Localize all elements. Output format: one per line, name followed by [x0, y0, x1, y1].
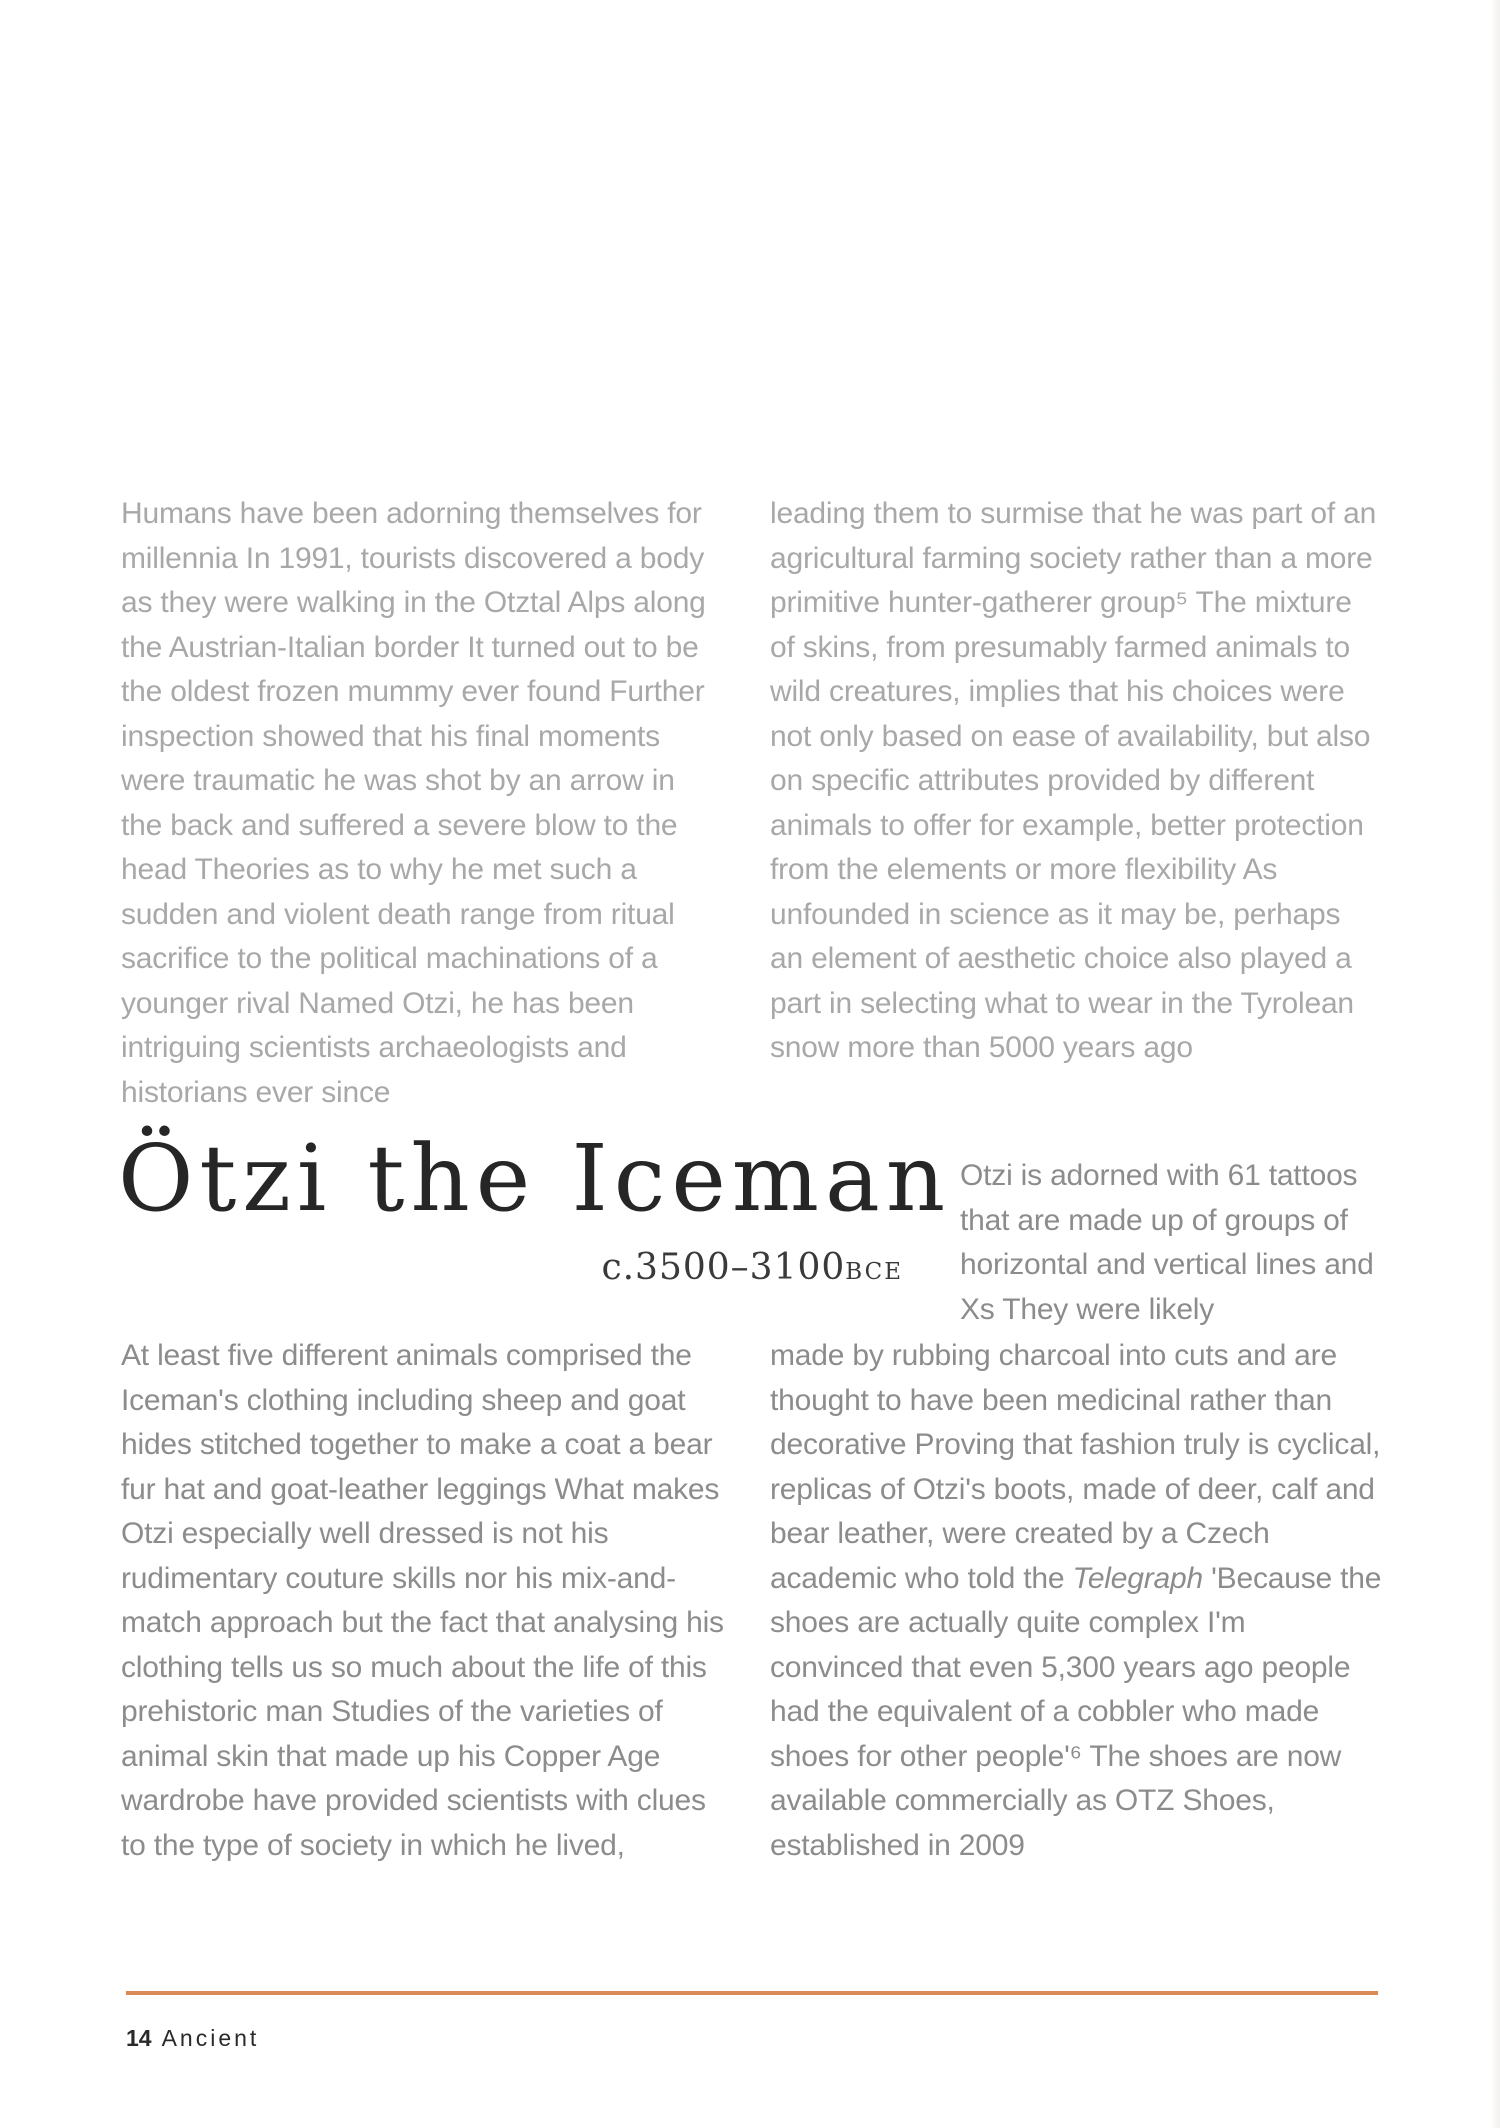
body-column-right	[770, 1334, 1382, 1868]
intro-paragraph-right: leading them to surmise that he was part of an agricultural farming society rather than a more primitive hunter-gatherer group⁵ The mixture of skins, from presumably farmed animals to wild creatures, implies that his choices were not only based on ease of availability, but also on specific attributes provided by different animals to offer for example, better protection from the elements or more flexibility As unfounded in science as it may be, perhaps an element of aesthetic choice also played a part in selecting what to wear in the Tyrolean snow more than 5000 years ago	[770, 497, 1377, 1064]
page-edge-shadow	[1490, 0, 1500, 2128]
publication-name: Telegraph	[1072, 1561, 1203, 1595]
article-title: Ötzi the Iceman	[118, 1125, 952, 1232]
shoes-paragraph	[770, 1334, 1382, 1868]
tattoo-paragraph-start: Otzi is adorned with 61 tattoos that are made up of groups of horizontal and vertical lines and Xs They were likely	[960, 1159, 1374, 1326]
body-column-left	[121, 1334, 733, 1868]
shoes-text-start: made by rubbing charcoal into cuts and are thought to have been medicinal rather than decorative Proving that fashion truly is cyclical, replicas of Otzi's boots, made of deer, calf and bear leather, were created by a Czech academic who told the	[770, 1339, 1381, 1595]
section-name: Ancient	[161, 2025, 260, 2051]
intro-paragraph-left: Humans have been adorning themselves for millennia In 1991, tourists discovered a body as they were walking in the Otztal Alps along the Austrian-Italian border It turned out to be the oldest frozen mummy ever found Further inspection showed that his final moments were traumatic he was shot by an arrow in the back and suffered a severe blow to the head Theories as to why he met such a sudden and violent death range from ritual sacrifice to the political machinations of a younger rival Named Otzi, he has been intriguing scientists archaeologists and historians ever since	[121, 497, 706, 1109]
page-footer	[126, 2024, 259, 2052]
intro-column-right	[770, 492, 1380, 1071]
tattoo-column-top	[960, 1154, 1390, 1332]
shoes-text-end: 'Because the shoes are actually quite complex I'm convinced that even 5,300 years ago people had the equivalent of a cobbler who made shoes for other people'⁶ The shoes are now available commercially as OTZ Shoes, established in 2009	[770, 1561, 1382, 1862]
date-range	[601, 1247, 903, 1293]
footer-divider	[126, 1991, 1378, 1995]
page-number: 14	[126, 2025, 152, 2051]
intro-column-left	[121, 492, 721, 1115]
clothing-paragraph: At least five different animals comprised the Iceman's clothing including sheep and goat hides stitched together to make a coat a bear fur hat and goat-leather leggings What makes Otzi especially well dressed is not his rudimentary couture skills nor his mix-and-match approach but the fact that analysing his clothing tells us so much about the life of this prehistoric man Studies of the varieties of animal skin that made up his Copper Age wardrobe have provided scientists with clues to the type of society in which he lived,	[121, 1339, 724, 1862]
date-range-era: BCE	[845, 1259, 903, 1285]
date-range-years: c.3500–3100	[601, 1247, 846, 1288]
